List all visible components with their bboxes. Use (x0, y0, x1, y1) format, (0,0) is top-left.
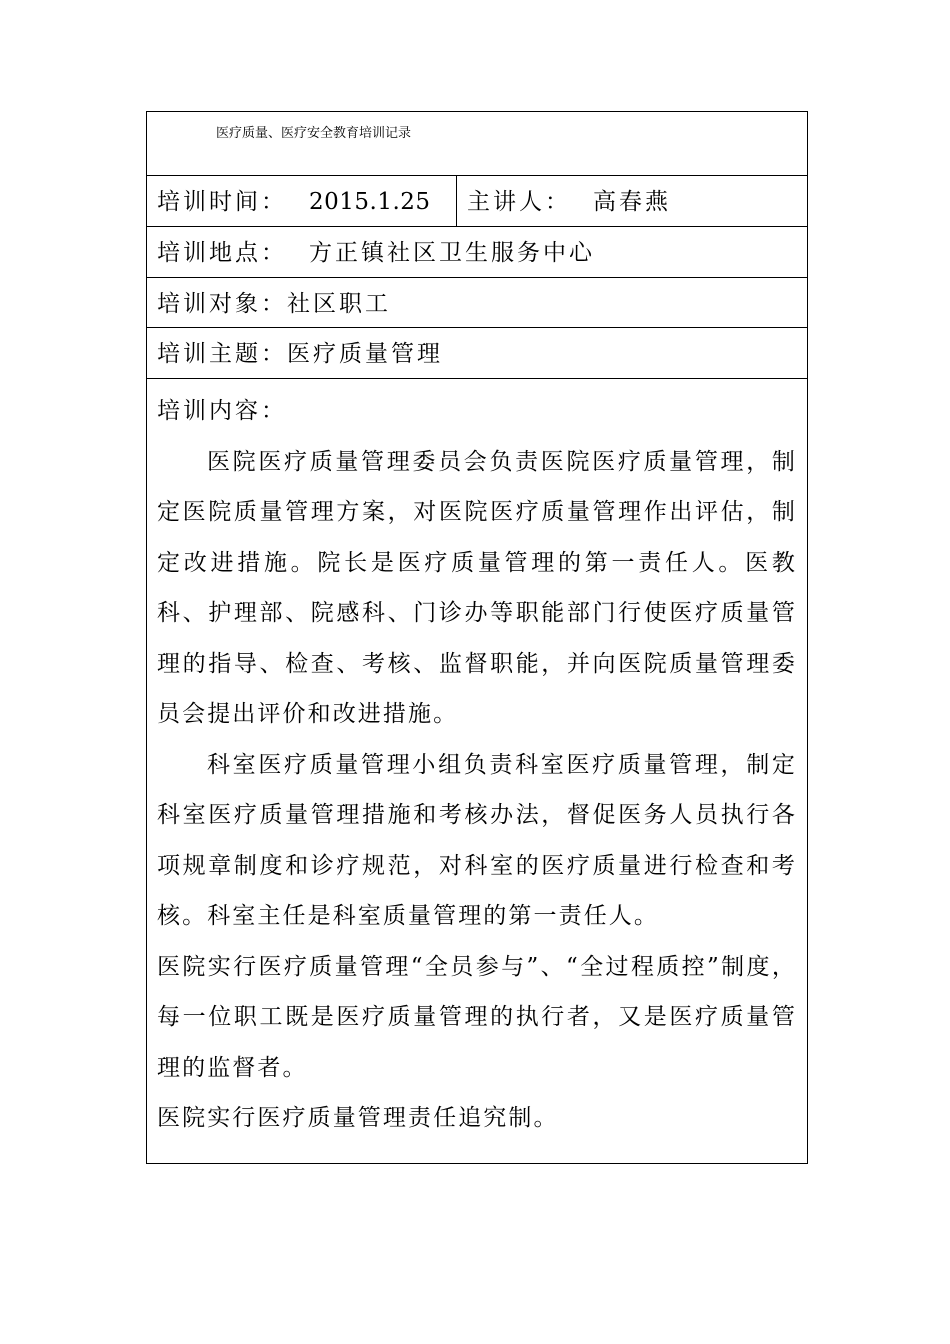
training-target-cell (157, 285, 391, 318)
training-topic-cell (157, 335, 443, 368)
training-content (157, 386, 797, 1144)
training-time-value: 2015.1.25 (309, 189, 431, 215)
content-paragraph: 科室医疗质量管理小组负责科室医疗质量管理，制定科室医疗质量管理措施和考核办法，督促医务人员执行各项规章制度和诊疗规范，对科室的医疗质量进行检查和考核。科室主任是科室质量管理的第一责任人。 (157, 751, 797, 929)
training-topic-value: 医疗质量管理 (287, 341, 443, 367)
speaker-label: 主讲人： (467, 189, 571, 215)
content-paragraph: 医院实行医疗质量管理“全员参与”、“全过程质控”制度，每一位职工既是医疗质量管理的执行者，又是医疗质量管理的监督者。 (157, 953, 797, 1081)
training-target-value: 社区职工 (287, 291, 391, 317)
title-row (147, 112, 807, 176)
speaker-cell (467, 183, 671, 216)
speaker-value: 高春燕 (593, 189, 671, 215)
training-content-label: 培训内容： (157, 398, 287, 424)
training-target-label: 培训对象： (157, 291, 287, 317)
training-place-row (147, 226, 807, 278)
training-time-cell (157, 183, 431, 216)
content-paragraph: 医院实行医疗质量管理责任追究制。 (157, 1105, 559, 1131)
cell-divider (456, 175, 457, 226)
training-time-label: 培训时间： (157, 189, 287, 215)
training-topic-row (147, 327, 807, 379)
training-place-value: 方正镇社区卫生服务中心 (309, 240, 595, 266)
training-topic-label: 培训主题： (157, 341, 287, 367)
training-target-row (147, 277, 807, 328)
time-speaker-row (147, 175, 807, 227)
content-paragraph: 医院医疗质量管理委员会负责医院医疗质量管理，制定医院质量管理方案，对医院医疗质量管理作出评估，制定改进措施。院长是医疗质量管理的第一责任人。医教科、护理部、院感科、门诊办等职能部门行使医疗质量管理的指导、检查、考核、监督职能，并向医院质量管理委员会提出评价和改进措施。 (157, 448, 797, 727)
training-place-label: 培训地点： (157, 240, 287, 266)
document-title: 医疗质量、医疗安全教育培训记录 (216, 126, 412, 141)
training-place-cell (157, 234, 595, 267)
training-record-table (146, 111, 808, 1164)
